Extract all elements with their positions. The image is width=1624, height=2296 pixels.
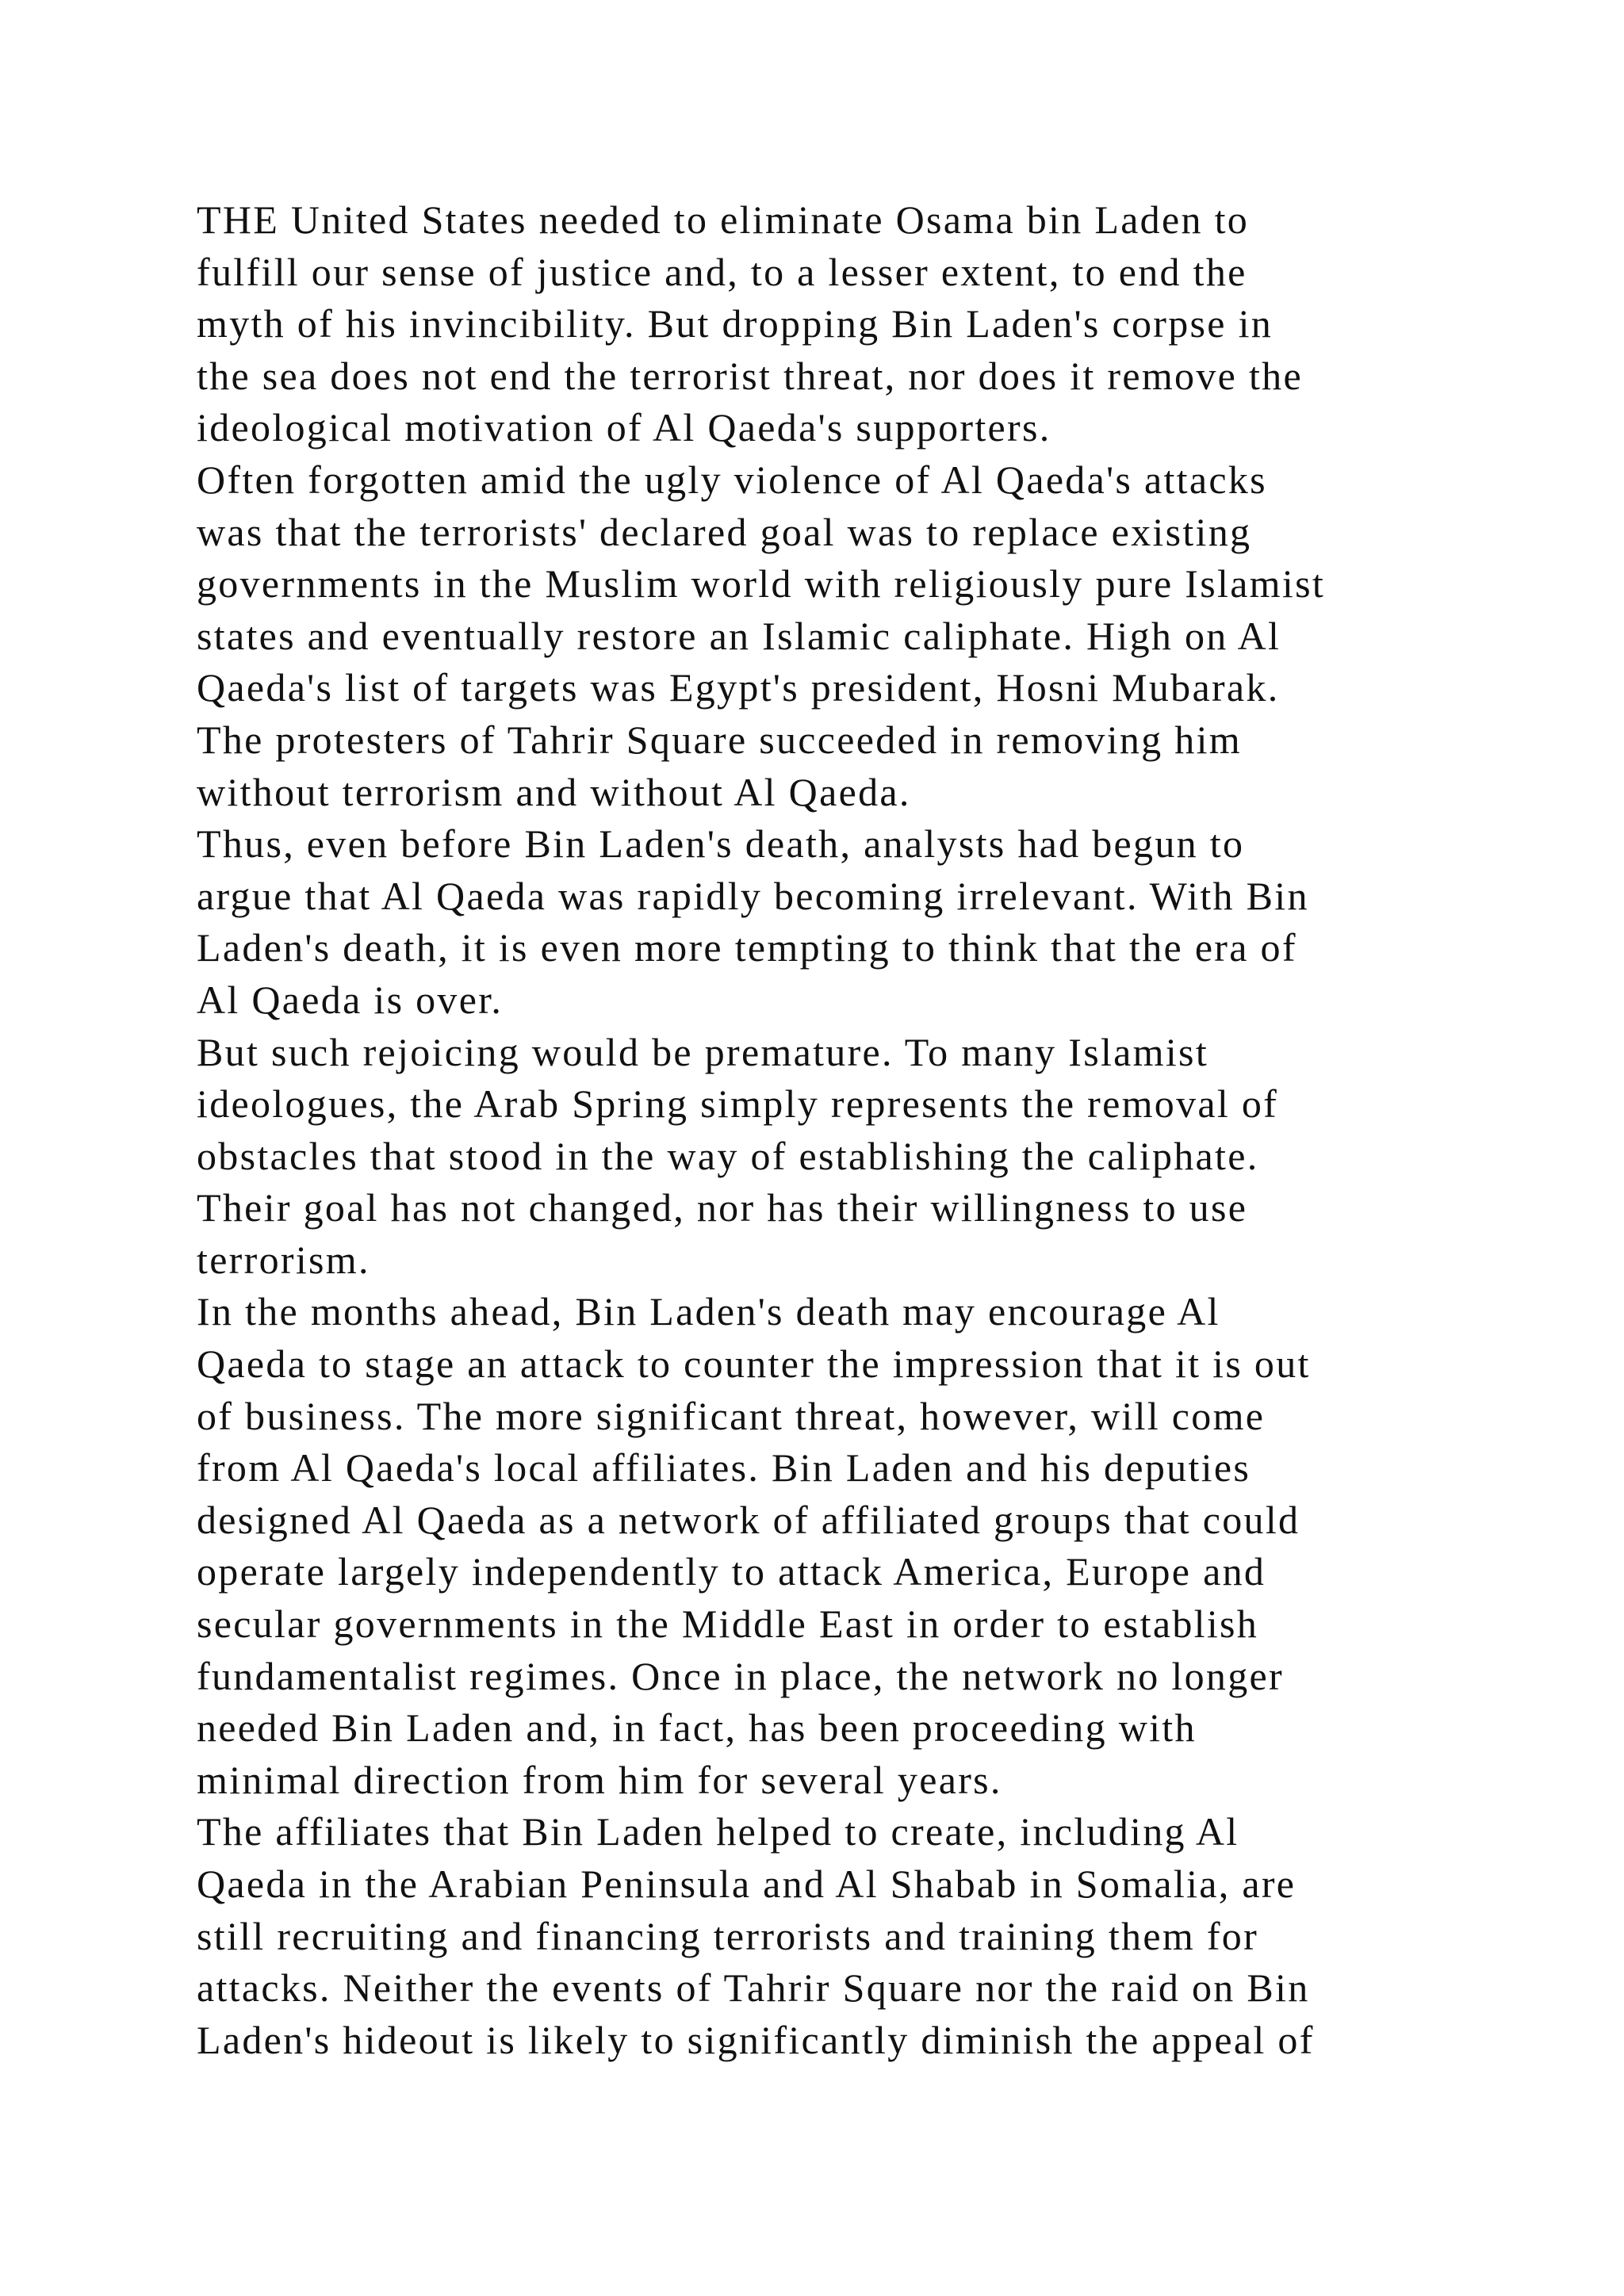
text-line: obstacles that stood in the way of establishing the caliphate. [197,1133,1259,1178]
text-line: terrorism. [197,1237,370,1282]
text-line: In the months ahead, Bin Laden's death may encourage Al [197,1289,1220,1334]
text-line: designed Al Qaeda as a network of affiliated groups that could [197,1497,1300,1542]
text-line: The affiliates that Bin Laden helped to create, including Al [197,1809,1239,1854]
text-line: ideologues, the Arab Spring simply represents the removal of [197,1081,1279,1127]
text-line: fundamentalist regimes. Once in place, the network no longer [197,1653,1284,1698]
text-line: Al Qaeda is over. [197,977,504,1022]
text-line: ideological motivation of Al Qaeda's supporters. [197,405,1051,450]
text-line: operate largely independently to attack America, Europe and [197,1549,1266,1594]
text-line: Qaeda's list of targets was Egypt's president, Hosni Mubarak. [197,665,1280,710]
text-line: was that the terrorists' declared goal was to replace existing [197,509,1252,554]
text-line: from Al Qaeda's local affiliates. Bin Laden and his deputies [197,1445,1251,1490]
text-line: Laden's hideout is likely to significantly diminish the appeal of [197,2017,1315,2062]
text-line: governments in the Muslim world with religiously pure Islamist [197,561,1326,607]
text-line: states and eventually restore an Islamic caliphate. High on Al [197,613,1281,658]
text-line: the sea does not end the terrorist threat, nor does it remove the [197,353,1303,398]
text-line: But such rejoicing would be premature. To many Islamist [197,1029,1209,1074]
text-line: Thus, even before Bin Laden's death, analysts had begun to [197,821,1245,867]
text-line: The protesters of Tahrir Square succeeded in removing him [197,717,1242,762]
text-line: Often forgotten amid the ugly violence of Al Qaeda's attacks [197,457,1267,502]
text-line: needed Bin Laden and, in fact, has been proceeding with [197,1705,1197,1751]
text-line: Laden's death, it is even more tempting to think that the era of [197,925,1297,970]
article-body [197,194,1481,2066]
text-line: Qaeda in the Arabian Peninsula and Al Shabab in Somalia, are [197,1862,1297,1906]
text-line: myth of his invincibility. But dropping Bin Laden's corpse in [197,301,1274,346]
text-line: Qaeda to stage an attack to counter the impression that it is out [197,1341,1311,1387]
text-line: attacks. Neither the events of Tahrir Square nor the raid on Bin [197,1965,1310,2011]
text-line: Their goal has not changed, nor has their willingness to use [197,1185,1248,1230]
text-line: secular governments in the Middle East in order to establish [197,1601,1259,1647]
text-line: of business. The more significant threat, however, will come [197,1393,1266,1438]
text-line: fulfill our sense of justice and, to a lesser extent, to end the [197,249,1247,294]
text-line: without terrorism and without Al Qaeda. [197,769,911,814]
text-line: still recruiting and financing terrorists and training them for [197,1913,1259,1958]
text-line: minimal direction from him for several years. [197,1757,1002,1802]
text-line: argue that Al Qaeda was rapidly becoming irrelevant. With Bin [197,873,1309,918]
text-line: THE United States needed to eliminate Osama bin Laden to [197,197,1250,242]
